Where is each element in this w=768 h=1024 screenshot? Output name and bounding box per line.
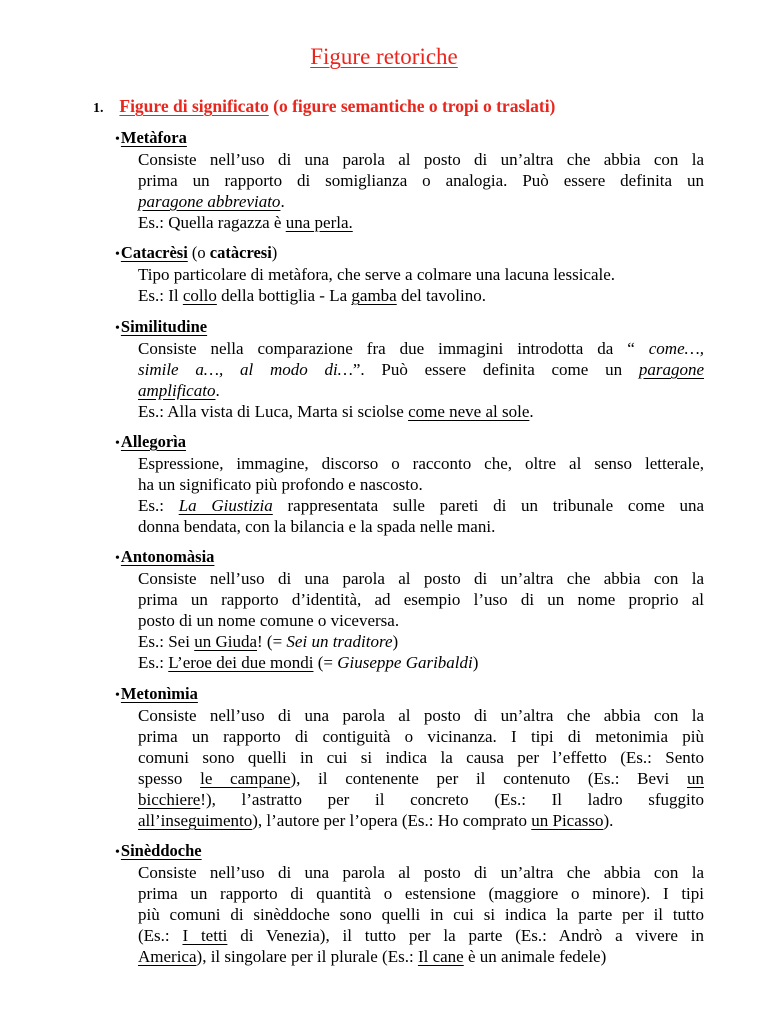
entry-heading-metonimia: •Metonìmia	[115, 684, 198, 703]
entry-line: simile a…, al modo di…”. Può essere definita come un paragone	[138, 360, 704, 379]
section-heading-underlined: Figure di significato	[119, 96, 269, 116]
entry-line: Consiste nella comparazione fra due immagini introdotta da “ come…,	[138, 339, 704, 358]
entry-line: paragone abbreviato.	[138, 192, 285, 211]
entry-example: Es.: Alla vista di Luca, Marta si sciolse come neve al sole.	[138, 402, 534, 421]
entry-line: Consiste nell’uso di una parola al posto di un’altra che abbia con la	[138, 569, 704, 588]
entry-line: (Es.: I tetti di Venezia), il tutto per la parte (Es.: Andrò a vivere in	[138, 926, 704, 945]
entry-line: amplificato.	[138, 381, 220, 400]
bullet-icon: •	[115, 132, 120, 147]
bullet-icon: •	[115, 321, 120, 336]
entry-heading-allegoria: •Allegorìa	[115, 432, 186, 451]
bullet-icon: •	[115, 551, 120, 566]
entry-example: Es.: Quella ragazza è una perla.	[138, 213, 353, 232]
entry-heading-catacresi: •Catacrèsi (o catàcresi)	[115, 243, 278, 262]
entry-heading-metafora: •Metàfora	[115, 128, 187, 147]
entry-example: Es.: L’eroe dei due mondi (= Giuseppe Garibaldi)	[138, 653, 479, 672]
entry-line: donna bendata, con la bilancia e la spada nelle mani.	[138, 517, 496, 536]
entry-heading-similitudine: •Similitudine	[115, 317, 208, 336]
entry-heading-antonomasia: •Antonomàsia	[115, 547, 215, 566]
entry-line: posto di un nome comune o viceversa.	[138, 611, 400, 630]
entry-line: Consiste nell’uso di una parola al posto di un’altra che abbia con la	[138, 150, 704, 169]
page-title: Figure retoriche	[310, 44, 458, 69]
entry-line: ha un significato più profondo e nascosto.	[138, 475, 423, 494]
entry-line: all’inseguimento), l’autore per l’opera (Es.: Ho comprato un Picasso).	[138, 811, 614, 830]
bullet-icon: •	[115, 247, 120, 262]
entry-example: Es.: Il collo della bottiglia - La gamba del tavolino.	[138, 286, 486, 305]
section-heading	[93, 96, 555, 117]
entry-line: prima un rapporto di somiglianza o analogia. Può essere definita un	[138, 171, 704, 190]
bullet-icon: •	[115, 688, 120, 703]
bullet-icon: •	[115, 436, 120, 451]
entry-line: spesso le campane), il contenente per il contenuto (Es.: Bevi un	[138, 769, 704, 788]
bullet-icon: •	[115, 845, 120, 860]
entry-heading-sineddoche: •Sinèddoche	[115, 841, 202, 860]
entry-line: prima un rapporto di quantità o estensione (maggiore o minore). I tipi	[138, 884, 704, 903]
entry-line: Consiste nell’uso di una parola al posto di un’altra che abbia con la	[138, 706, 704, 725]
entry-line: Consiste nell’uso di una parola al posto di un’altra che abbia con la	[138, 863, 704, 882]
section-heading-rest: (o figure semantiche o tropi o traslati)	[268, 96, 556, 116]
section-number: 1.	[93, 101, 104, 116]
entry-line: comuni sono quelli in cui si indica la causa per l’effetto (Es.: Sento	[138, 748, 704, 767]
entry-line: bicchiere!), l’astratto per il concreto (Es.: Il ladro sfuggito	[138, 790, 704, 809]
entry-line: Espressione, immagine, discorso o racconto che, oltre al senso letterale,	[138, 454, 704, 473]
entry-example: Es.: La Giustizia rappresentata sulle pareti di un tribunale come una	[138, 496, 705, 515]
entry-line: prima un rapporto di contiguità o vicinanza. I tipi di metonimia più	[138, 727, 704, 746]
entry-line: America), il singolare per il plurale (Es.: Il cane è un animale fedele)	[138, 947, 607, 966]
entry-line: più comuni di sinèddoche sono quelli in cui si indica la parte per il tutto	[138, 905, 704, 924]
entry-line: prima un rapporto d’identità, ad esempio l’uso di un nome proprio al	[138, 590, 704, 609]
entry-line: Tipo particolare di metàfora, che serve a colmare una lacuna lessicale.	[138, 265, 616, 284]
entry-example: Es.: Sei un Giuda! (= Sei un traditore)	[138, 632, 399, 651]
